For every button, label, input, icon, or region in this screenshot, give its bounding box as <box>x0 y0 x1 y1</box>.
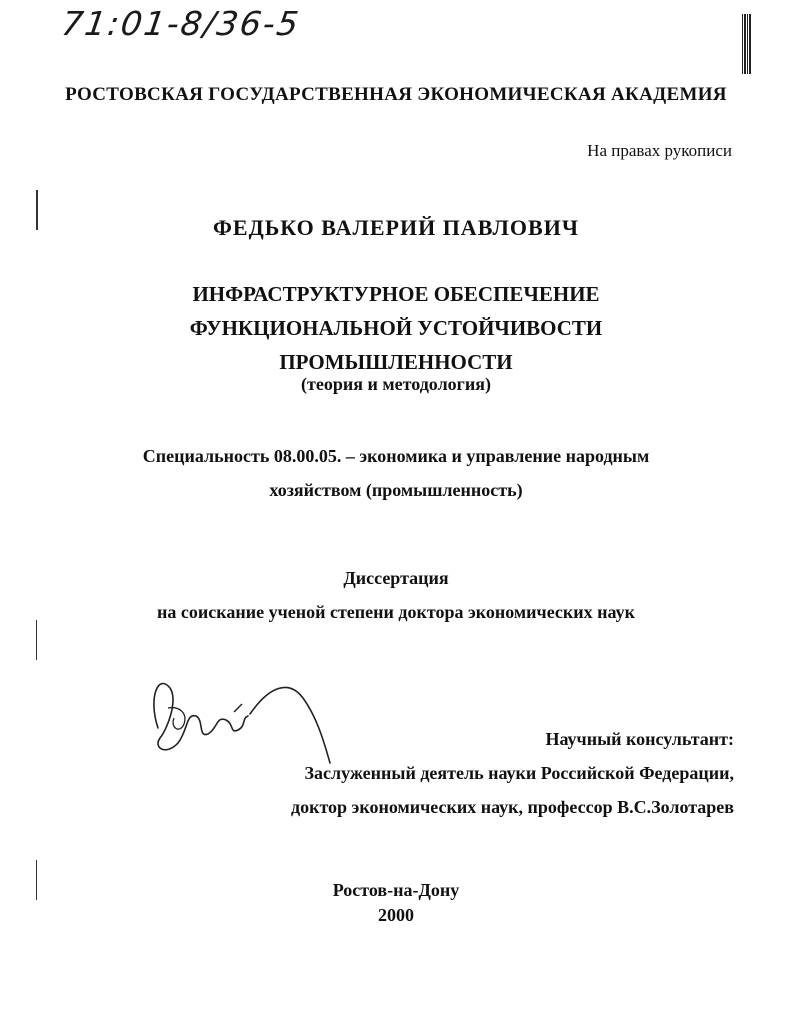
dissertation-title <box>0 277 792 379</box>
title-line-1: ИНФРАСТРУКТУРНОЕ ОБЕСПЕЧЕНИЕ <box>192 282 600 306</box>
title-line-2: ФУНКЦИОНАЛЬНОЙ УСТОЙЧИВОСТИ <box>189 316 603 340</box>
signature <box>138 668 348 768</box>
academy-name: РОСТОВСКАЯ ГОСУДАРСТВЕННАЯ ЭКОНОМИЧЕСКАЯ АКАДЕМИЯ <box>65 84 727 105</box>
specialty-line-2: хозяйством (промышленность) <box>269 480 523 500</box>
specialty-block <box>0 439 792 507</box>
dissertation-label: Диссертация <box>343 568 449 588</box>
manuscript-note: На правах рукописи <box>587 141 732 160</box>
title-line-3: ПРОМЫШЛЕННОСТИ <box>279 350 513 374</box>
consultant-label: Научный консультант: <box>545 729 734 749</box>
consultant-name: доктор экономических наук, профессор В.С.Золотарев <box>290 797 734 817</box>
scan-margin-line <box>36 620 37 660</box>
consultant-title: Заслуженный деятель науки Российской Федерации, <box>304 763 734 783</box>
archive-stamp-code: 71:01-8/36-5 <box>59 4 303 43</box>
specialty-line-1: Специальность 08.00.05. – экономика и управление народным <box>142 446 650 466</box>
title-subtitle: (теория и методология) <box>301 374 491 394</box>
dissertation-degree: на соискание ученой степени доктора экономических наук <box>157 602 635 622</box>
city: Ростов-на-Дону <box>332 880 460 900</box>
barcode-marks <box>742 14 752 74</box>
author-name: ФЕДЬКО ВАЛЕРИЙ ПАВЛОВИЧ <box>213 215 579 240</box>
year: 2000 <box>378 905 414 925</box>
